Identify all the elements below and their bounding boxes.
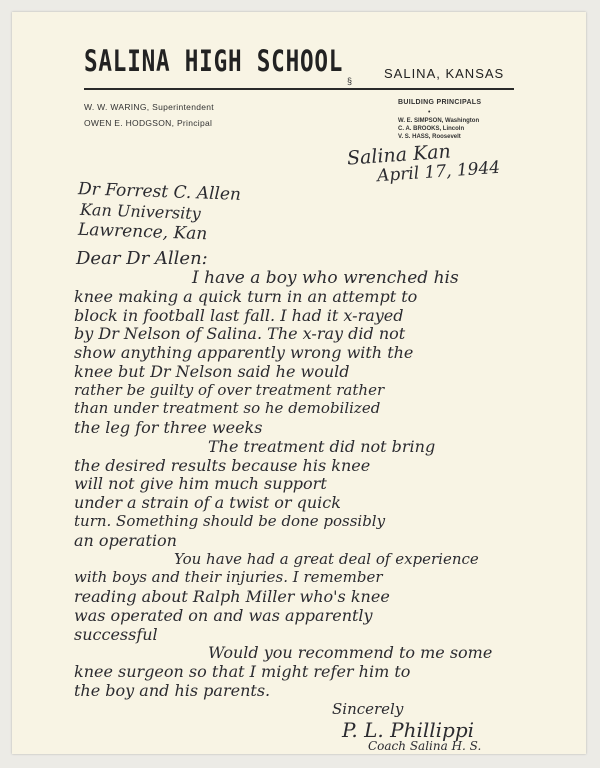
body-line: Would you recommend to me some bbox=[208, 643, 493, 663]
recipient-line: Kan University bbox=[79, 199, 202, 224]
body-line: rather be guilty of over treatment rather bbox=[74, 380, 385, 399]
letter-place: Salina Kan bbox=[346, 140, 452, 170]
letter-date: April 17, 1944 bbox=[376, 157, 501, 187]
principal-line: OWEN E. HODGSON, Principal bbox=[84, 118, 213, 128]
school-name: SALINA HIGH SCHOOL bbox=[84, 44, 344, 78]
union-label-icon: § bbox=[347, 76, 353, 86]
body-line: will not give him much support bbox=[74, 474, 327, 494]
body-line: the boy and his parents. bbox=[74, 680, 271, 700]
building-principal: W. E. SIMPSON, Washington bbox=[398, 118, 480, 124]
superintendent-line: W. W. WARING, Superintendent bbox=[84, 102, 214, 112]
body-line: the leg for three weeks bbox=[74, 418, 263, 438]
signature: P. L. Phillippi bbox=[342, 718, 475, 743]
letterhead-rule bbox=[84, 88, 514, 90]
body-line: the desired results because his knee bbox=[74, 455, 371, 475]
body-line: reading about Ralph Miller who's knee bbox=[74, 587, 390, 607]
body-line: block in football last fall. I had it x-rayed bbox=[74, 305, 404, 325]
body-line: knee but Dr Nelson said he would bbox=[74, 361, 350, 381]
body-line: than under treatment so he demobilized bbox=[74, 399, 381, 418]
closing: Sincerely bbox=[332, 700, 404, 719]
building-principals-title: BUILDING PRINCIPALS bbox=[398, 99, 482, 106]
body-line: successful bbox=[74, 624, 158, 644]
body-line: show anything apparently wrong with the bbox=[74, 343, 414, 363]
building-principal: V. S. HASS, Roosevelt bbox=[398, 134, 461, 140]
body-line: turn. Something should be done possibly bbox=[74, 511, 386, 530]
signature-title: Coach Salina H. S. bbox=[368, 739, 482, 753]
school-city: SALINA, KANSAS bbox=[384, 66, 505, 81]
building-principal: C. A. BROOKS, Lincoln bbox=[398, 126, 465, 132]
body-line: I have a boy who wrenched his bbox=[192, 268, 459, 288]
body-line: under a strain of a twist or quick bbox=[74, 493, 341, 513]
body-line: an operation bbox=[74, 530, 177, 550]
recipient-line: Lawrence, Kan bbox=[77, 219, 208, 245]
recipient-line: Dr Forrest C. Allen bbox=[77, 179, 242, 205]
letter-page bbox=[12, 12, 586, 754]
body-line: knee making a quick turn in an attempt to bbox=[74, 286, 418, 306]
salutation: Dear Dr Allen: bbox=[76, 248, 208, 269]
body-line: by Dr Nelson of Salina. The x-ray did not bbox=[74, 324, 406, 344]
body-line: with boys and their injuries. I remember bbox=[74, 568, 383, 587]
body-line: You have had a great deal of experience bbox=[174, 549, 479, 568]
body-line: knee surgeon so that I might refer him to bbox=[74, 662, 411, 682]
bullet-icon: • bbox=[428, 109, 431, 116]
body-line: was operated on and was apparently bbox=[74, 605, 373, 625]
body-line: The treatment did not bring bbox=[208, 436, 436, 456]
